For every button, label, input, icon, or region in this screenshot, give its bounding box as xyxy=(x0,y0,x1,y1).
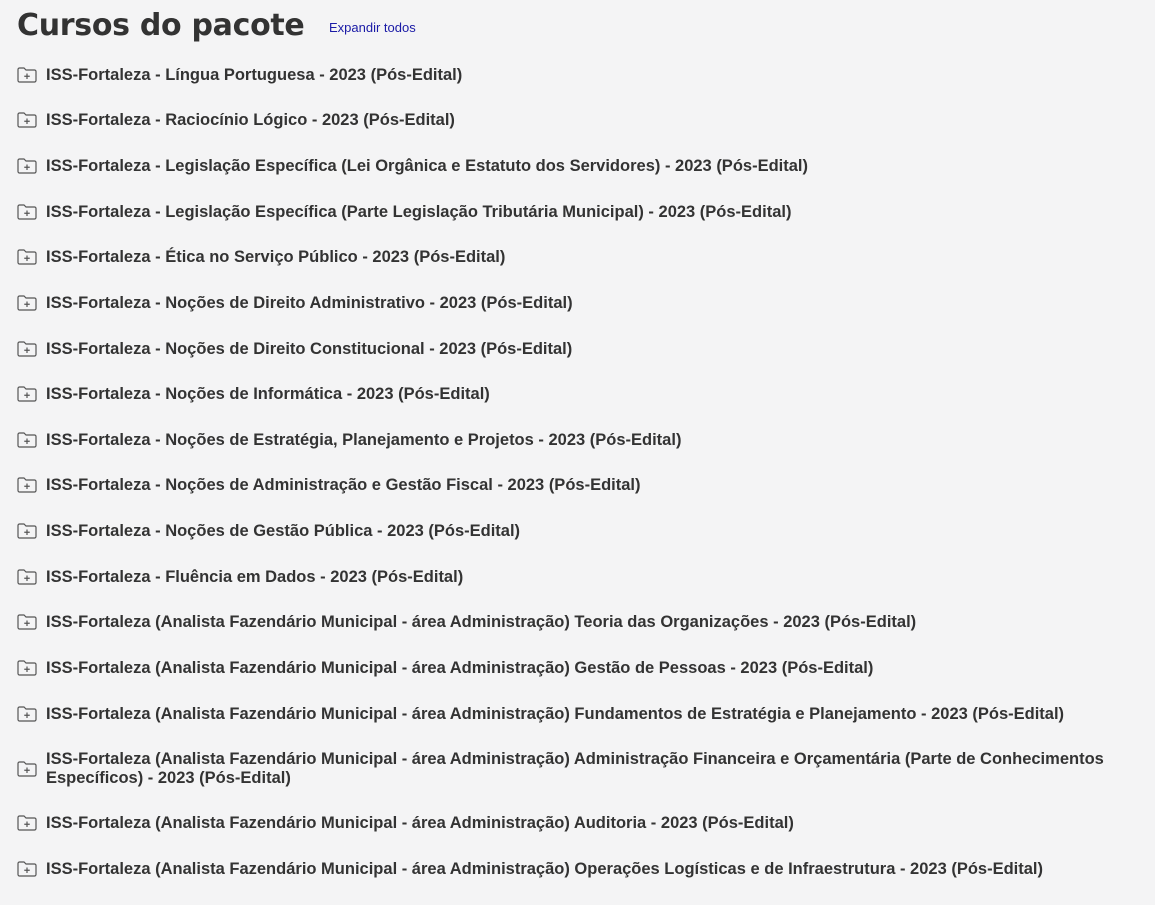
page-header xyxy=(17,6,304,46)
folder-plus-icon xyxy=(17,477,37,493)
folder-plus-icon xyxy=(17,569,37,585)
folder-plus-icon xyxy=(17,67,37,83)
folder-plus-icon xyxy=(17,386,37,402)
course-item[interactable] xyxy=(17,156,1142,176)
course-item[interactable] xyxy=(17,247,1142,267)
folder-plus-icon xyxy=(17,815,37,831)
folder-plus-icon xyxy=(17,204,37,220)
course-item[interactable] xyxy=(17,202,1142,222)
course-label: ISS-Fortaleza (Analista Fazendário Municipal - área Administração) Teoria das Organizações - 2023 (Pós-Edital) xyxy=(46,612,917,631)
course-label: ISS-Fortaleza (Analista Fazendário Municipal - área Administração) Gestão de Pessoas - 2023 (Pós-Edital) xyxy=(46,658,874,677)
folder-plus-icon xyxy=(17,158,37,174)
course-item[interactable] xyxy=(17,293,1142,313)
course-label: ISS-Fortaleza (Analista Fazendário Municipal - área Administração) Auditoria - 2023 (Pós-Edital) xyxy=(46,813,794,832)
course-label: ISS-Fortaleza - Ética no Serviço Público - 2023 (Pós-Edital) xyxy=(46,247,506,266)
course-item[interactable] xyxy=(17,567,1142,587)
folder-plus-icon xyxy=(17,861,37,877)
course-item[interactable] xyxy=(17,658,1142,678)
course-label: ISS-Fortaleza (Analista Fazendário Municipal - área Administração) Fundamentos de Estratégia e Planejamento - 2023 (Pós-Edital) xyxy=(46,704,1065,723)
course-label: ISS-Fortaleza - Noções de Informática - 2023 (Pós-Edital) xyxy=(46,384,490,403)
course-label: ISS-Fortaleza - Língua Portuguesa - 2023 (Pós-Edital) xyxy=(46,65,463,84)
course-label: ISS-Fortaleza - Legislação Específica (Parte Legislação Tributária Municipal) - 2023 (Pós-Edital) xyxy=(46,202,792,221)
course-item[interactable] xyxy=(17,612,1142,632)
course-item[interactable] xyxy=(17,65,1142,85)
course-item[interactable] xyxy=(17,813,1142,833)
course-label: ISS-Fortaleza - Noções de Direito Constitucional - 2023 (Pós-Edital) xyxy=(46,339,573,358)
page-title: Cursos do pacote xyxy=(17,8,305,43)
folder-plus-icon xyxy=(17,249,37,265)
course-label: ISS-Fortaleza - Noções de Gestão Pública - 2023 (Pós-Edital) xyxy=(46,521,521,540)
course-label: ISS-Fortaleza - Noções de Direito Administrativo - 2023 (Pós-Edital) xyxy=(46,293,573,312)
course-item[interactable] xyxy=(17,521,1142,541)
folder-plus-icon xyxy=(17,295,37,311)
expand-all-link[interactable]: Expandir todos xyxy=(329,20,416,35)
course-item[interactable] xyxy=(17,430,1142,450)
course-label: ISS-Fortaleza (Analista Fazendário Municipal - área Administração) Administração Financeira e Orçamentária (Parte de Conhecimentos Específicos) - 2023 (Pós-Edital) xyxy=(46,750,1104,787)
folder-plus-icon xyxy=(17,614,37,630)
course-item[interactable] xyxy=(17,704,1142,724)
folder-plus-icon xyxy=(17,660,37,676)
course-label: ISS-Fortaleza - Fluência em Dados - 2023 (Pós-Edital) xyxy=(46,567,464,586)
folder-plus-icon xyxy=(17,761,37,777)
course-item[interactable] xyxy=(17,475,1142,495)
course-label: ISS-Fortaleza - Noções de Estratégia, Planejamento e Projetos - 2023 (Pós-Edital) xyxy=(46,430,682,449)
course-item[interactable] xyxy=(17,750,1142,788)
course-item[interactable] xyxy=(17,339,1142,359)
course-item[interactable] xyxy=(17,859,1142,879)
course-item[interactable] xyxy=(17,384,1142,404)
folder-plus-icon xyxy=(17,432,37,448)
folder-plus-icon xyxy=(17,706,37,722)
course-label: ISS-Fortaleza (Analista Fazendário Municipal - área Administração) Operações Logísticas e de Infraestrutura - 2023 (Pós-Edital) xyxy=(46,859,1043,878)
folder-plus-icon xyxy=(17,112,37,128)
course-label: ISS-Fortaleza - Noções de Administração e Gestão Fiscal - 2023 (Pós-Edital) xyxy=(46,475,641,494)
course-label: ISS-Fortaleza - Raciocínio Lógico - 2023 (Pós-Edital) xyxy=(46,110,455,129)
folder-plus-icon xyxy=(17,523,37,539)
course-item[interactable] xyxy=(17,110,1142,130)
course-label: ISS-Fortaleza - Legislação Específica (Lei Orgânica e Estatuto dos Servidores) - 2023 (Pós-Edital) xyxy=(46,156,808,175)
folder-plus-icon xyxy=(17,341,37,357)
